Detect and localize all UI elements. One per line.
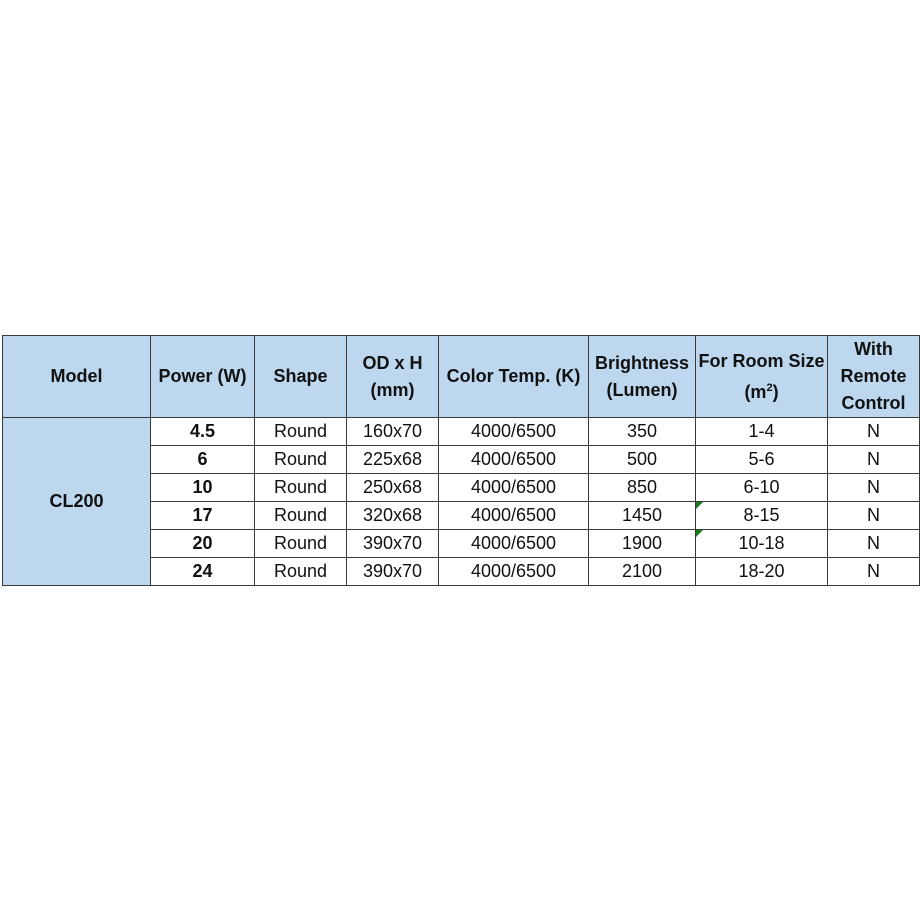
color-temp-cell: 4000/6500 bbox=[439, 474, 589, 502]
remote-cell: N bbox=[828, 474, 920, 502]
header-od-line2: (mm) bbox=[370, 379, 415, 400]
power-cell: 4.5 bbox=[151, 418, 255, 446]
color-temp-cell: 4000/6500 bbox=[439, 418, 589, 446]
brightness-cell: 1900 bbox=[589, 530, 696, 558]
shape-cell: Round bbox=[255, 558, 347, 586]
power-cell: 24 bbox=[151, 558, 255, 586]
remote-cell: N bbox=[828, 502, 920, 530]
remote-cell: N bbox=[828, 558, 920, 586]
room-size-cell: 5-6 bbox=[696, 446, 828, 474]
header-brightness-line1: Brightness bbox=[594, 352, 690, 373]
shape-cell: Round bbox=[255, 418, 347, 446]
remote-cell: N bbox=[828, 418, 920, 446]
color-temp-cell: 4000/6500 bbox=[439, 530, 589, 558]
brightness-cell: 1450 bbox=[589, 502, 696, 530]
power-cell: 10 bbox=[151, 474, 255, 502]
header-row bbox=[3, 336, 920, 418]
brightness-cell: 850 bbox=[589, 474, 696, 502]
od-cell: 320x68 bbox=[347, 502, 439, 530]
shape-cell: Round bbox=[255, 446, 347, 474]
spec-table bbox=[2, 335, 920, 586]
shape-cell: Round bbox=[255, 502, 347, 530]
header-room-line1: For Room Size bbox=[698, 350, 825, 371]
color-temp-cell: 4000/6500 bbox=[439, 446, 589, 474]
color-temp-cell: 4000/6500 bbox=[439, 558, 589, 586]
shape-cell: Round bbox=[255, 530, 347, 558]
header-room-line2 bbox=[696, 375, 827, 406]
power-cell: 6 bbox=[151, 446, 255, 474]
shape-cell: Round bbox=[255, 474, 347, 502]
header-shape: Shape bbox=[255, 336, 347, 418]
room-size-cell: 1-4 bbox=[696, 418, 828, 446]
header-model: Model bbox=[3, 336, 151, 418]
header-od-line1: OD x H bbox=[362, 352, 423, 373]
brightness-cell: 350 bbox=[589, 418, 696, 446]
header-od bbox=[347, 336, 439, 418]
od-cell: 390x70 bbox=[347, 558, 439, 586]
power-cell: 17 bbox=[151, 502, 255, 530]
header-brightness-line2: (Lumen) bbox=[606, 379, 678, 400]
remote-cell: N bbox=[828, 446, 920, 474]
model-cell: CL200 bbox=[3, 418, 151, 586]
brightness-cell: 500 bbox=[589, 446, 696, 474]
header-remote-line1: With bbox=[854, 339, 893, 359]
color-temp-cell: 4000/6500 bbox=[439, 502, 589, 530]
room-size-cell: 6-10 bbox=[696, 474, 828, 502]
header-room-suffix: ) bbox=[772, 381, 779, 402]
room-size-cell: 8-15 bbox=[696, 502, 828, 530]
room-size-cell: 10-18 bbox=[696, 530, 828, 558]
power-cell: 20 bbox=[151, 530, 255, 558]
od-cell: 390x70 bbox=[347, 530, 439, 558]
room-size-cell: 18-20 bbox=[696, 558, 828, 586]
od-cell: 250x68 bbox=[347, 474, 439, 502]
od-cell: 225x68 bbox=[347, 446, 439, 474]
header-room-sup: 2 bbox=[766, 381, 773, 394]
header-remote-line3: Control bbox=[841, 393, 906, 413]
od-cell: 160x70 bbox=[347, 418, 439, 446]
table-row bbox=[3, 418, 920, 446]
header-remote bbox=[828, 336, 920, 418]
header-room-size bbox=[696, 336, 828, 418]
brightness-cell: 2100 bbox=[589, 558, 696, 586]
header-remote-line2: Remote bbox=[840, 366, 907, 386]
header-brightness bbox=[589, 336, 696, 418]
header-color-temp: Color Temp. (K) bbox=[439, 336, 589, 418]
header-room-prefix: (m bbox=[744, 381, 767, 402]
remote-cell: N bbox=[828, 530, 920, 558]
header-power: Power (W) bbox=[151, 336, 255, 418]
